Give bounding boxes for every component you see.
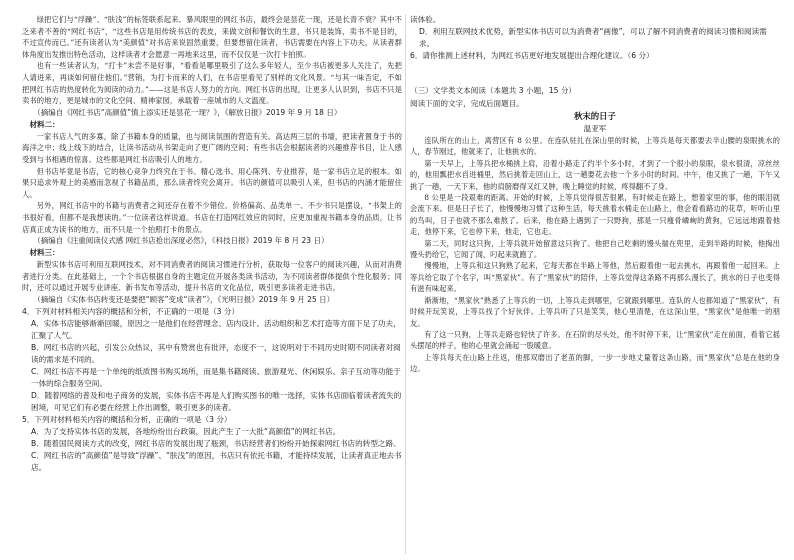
material3-label: 材料三： — [29, 248, 60, 258]
passage3-para: 新型实体书店可利用互联网技术，对不同消费者的阅读习惯进行分析，获取每一位客户的阅读兴趣，从而对消费者进行分类。在此基础上，一个个书店根据自身的主题定位开展各类读书活动，为不同读者群体提供个性化服务；同时，还可以通过开展专业讲座、新书发布等活动，提升书店的文化品位，吸引更多读者走进书店。 — [22, 260, 402, 293]
question-4-option-b: B．网红书店的兴起，引发公众热议，其中有赞赏也有批评，态度不一，这说明对于不同历史时期不同读者对阅读的需求是不同的。 — [31, 342, 401, 364]
right-column — [410, 14, 780, 554]
source-citation-1: （摘编自《网红书店“高颜值”慎上添实还是昙花一现？》，《解放日报》2019 年 9 月 18 日） — [33, 107, 342, 117]
story-para: 慢慢地，上等兵和这只狗熟了起来，它每天都在半路上等他，然后跟着他一起去挑水，再跟着他一起回来。上等兵给它取了个名字，叫“黑家伙”。有了“黑家伙”的陪伴，上等兵觉得这条路不再那么漫长了，挑水的日子也变得有滋有味起来。 — [410, 261, 780, 294]
story-para: 有了这一只狗，上等兵走路也轻快了许多。在石阶的尽头处，他不时停下来，让“黑家伙”走在前面，看着它摇头摆尾的样子，他的心里就会涌起一股暖意。 — [410, 329, 780, 351]
question-5-option-c-continued: 读体验。 — [410, 15, 441, 24]
material2-label: 材料二： — [29, 119, 60, 129]
question-4-stem: 4．下列对材料相关内容的概括和分析，不正确的一项是（3 分） — [22, 306, 240, 316]
story-para: 渐渐地，“黑家伙”熟悉了上等兵的一切，上等兵走到哪里，它就跟到哪里。连队的人也都知道了“黑家伙”，有时候开玩笑说，上等兵找了个好伙伴。上等兵听了只是笑笑，他心里清楚，在这深山里，“黑家伙”是他唯一的朋友。 — [410, 295, 780, 328]
story-title: 秋末的日子 — [574, 111, 616, 121]
question-5-option-a: A．为了支持实体书店的发展，各地纷纷出台政策，因此产生了一大批“高颜值”的网红书店。 — [31, 426, 341, 436]
question-5-stem: 5．下列对材料相关内容的概括和分析，正确的一项是（3 分） — [22, 414, 232, 424]
passage2-para: 另外，网红书店中的书籍与消费者之间还存在着不少错位。价格偏高、品类单一、不少书只是摆设，“书架上的书很好看，但都不是我想读的。”一位读者这样说道。书店在打造网红效应的同时，应更加重视书籍本身的品质，让书店真正成为读书的地方，而不只是一个拍照打卡的景点。 — [22, 201, 402, 234]
story-para: 上等兵每天在山路上往返，他那双磨出了老茧的脚，一步一步地丈量着这条山路，而“黑家伙”总是在他的身边。 — [410, 352, 780, 374]
passage2-para: 但书店毕竟是书店，它的核心竞争力终究在于书。精心选书、用心陈列、专业推荐，是一家书店立足的根本。如果只追求外观上的美感而忽视了书籍品质，那么读者终究会离开。书店的颜值可以吸引人来，但书店的内涵才能留住人。 — [22, 166, 402, 199]
section-3-heading: （三）文学类文本阅读（本题共 3 小题，15 分） — [410, 86, 577, 95]
question-6-stem: 6．请你推测上述材料，为网红书店更好地发展提出合理化建议。（6 分） — [410, 51, 654, 60]
passage2-para: 一家书店人气的多寡，除了书籍本身的质量，也与阅读氛围的营造有关。高达两三层的书墙，把读者置身于书的海洋之中；线上线下的结合，让读书活动从书架走向了更广阔的空间；有些书店会根据读者的兴趣推荐书目，让人感受到与书相遇的惊喜。这些都是网红书店吸引人的地方。 — [22, 131, 402, 164]
section-3-instructions: 阅读下面的文字，完成后面题目。 — [410, 99, 524, 108]
story-body — [410, 135, 780, 375]
story-para: 第二天，同时这只狗，上等兵就开始留意这只狗了。他把自己吃剩的馒头揣在兜里，走到半路的时候，他掏出馒头扔给它，它闻了闻，叼起来就跑了。 — [410, 238, 780, 260]
story-para: 第一天早上，上等兵把水桶挑上肩，沿着小路走了约半个多小时，才到了一个很小的泉眼，泉水很清，凉丝丝的，他用瓢把水舀进桶里，然后挑着走回山上，这一趟要花去他一个多小时的时间。中午，他又挑了一趟，下午又挑了一趟，一天下来，他的肩膀磨得又红又肿，晚上睡觉的时候，疼得翻不了身。 — [410, 158, 780, 191]
answer-space — [410, 62, 780, 84]
question-4-option-d: D．随着网络的普及和电子商务的发展，实体书店不再是人们购买图书的唯一选择，实体书店面临着读者流失的困境，可见它们有必要在经营上作出调整，吸引更多的读者。 — [31, 390, 402, 412]
question-5-option-c: C．网红书店的“高颜值”是导致“浮躁”、“肤浅”的原因，书店只有依托书籍，才能持续发展，让读者真正地去书店。 — [31, 450, 402, 472]
left-column — [22, 14, 402, 554]
source-citation-2: （摘编自《注重阅读仪式感 网红书店抢出深度必然》，《科技日报》2019 年 8 月 23 日） — [33, 236, 329, 246]
story-para: 8 公里是一段艰难的距离。开始的时候，上等兵觉得很苦很累，有时候走在路上，想着家里的事，他的眼泪就会流下来。但是日子长了，他慢慢地习惯了这种生活，每天挑着水桶走在山路上，他会看看路边的花草，听听山里的鸟叫，日子也就不那么难熬了。后来，他在路上遇到了一只野狗，那是一只瘦骨嶙峋的黄狗，它远远地跟着他走，他停下来，它也停下来，他走，它也走。 — [410, 193, 780, 237]
column-divider — [405, 14, 406, 554]
source-citation-3: （摘编自《实体书店转变还是要把“顾客”变成“读者”》，《光明日报》2019 年 9 月 25 日） — [33, 294, 335, 304]
question-5-option-d: D．利用互联网技术优势，新型实体书店可以为消费者“画像”，可以了解不同消费者的阅读习惯和阅读需求。 — [419, 27, 767, 48]
question-4-option-a: A．实体书店能够渐渐回暖，原因之一是他们在经营理念、店内设计、活动组织和艺术打造等方面下足了功夫，汇聚了人气。 — [31, 318, 401, 340]
story-para: 连队所在的山上，离营区有 8 公里。在连队驻扎在深山里的时候，上等兵是每天都要去半山腰的泉眼挑水的人，春节刚过，他就来了，让他挑水的。 — [410, 136, 780, 157]
question-5-option-b: B．随着国民阅读方式的改变，网红书店的发展出现了瓶颈，书店经营者们纷纷开始探索网红书店的转型之路。 — [31, 438, 401, 448]
question-4-option-c: C．网红书店不再是一个单纯的纸质图书购买场所，而是集书籍阅读、旅游观光、休闲娱乐、亲子互动等功能于一体的综合服务空间。 — [31, 366, 401, 388]
story-author: 温亚军 — [583, 124, 607, 133]
passage1-para: 也有一些读者认为，“打卡”未尝不是好事，“看看是哪里吸引了这么多年轻人，至少书店被更多人关注了，先把人请进来，再谈如何留住他们。”营销，为打卡而来的人们，在书店里看见了别样的文化风景。“与其一味否定，不如把网红书店的热度转化为阅读的动力。”——这是书店人努力的方向。网红书店的出现，让更多人认识到，书店不只是卖书的地方，更是城市的文化空间、精神家园，承载着一座城市的人文温度。 — [22, 61, 402, 106]
passage1-para: 绿把它们与“浮躁”、“肤浅”的标签联系起来。暴风眼里的网红书店，最终会是昙花一现，还是长青不衰？其中不乏来者不善的“网红书店”，“这些书店是用传统书店的表皮，来做文创和餐饮的生意，书只是装饰，卖书不是目的，不过宣传而已。”还有读者认为“美颜值”对书店来说固然重要，但要想留住读者，书店需要在内容上下功夫，从读者群体角度出发推出特色活动，这样读者才会愿意一再地来这里，而不仅仅是一次打卡拍照。 — [22, 15, 402, 59]
